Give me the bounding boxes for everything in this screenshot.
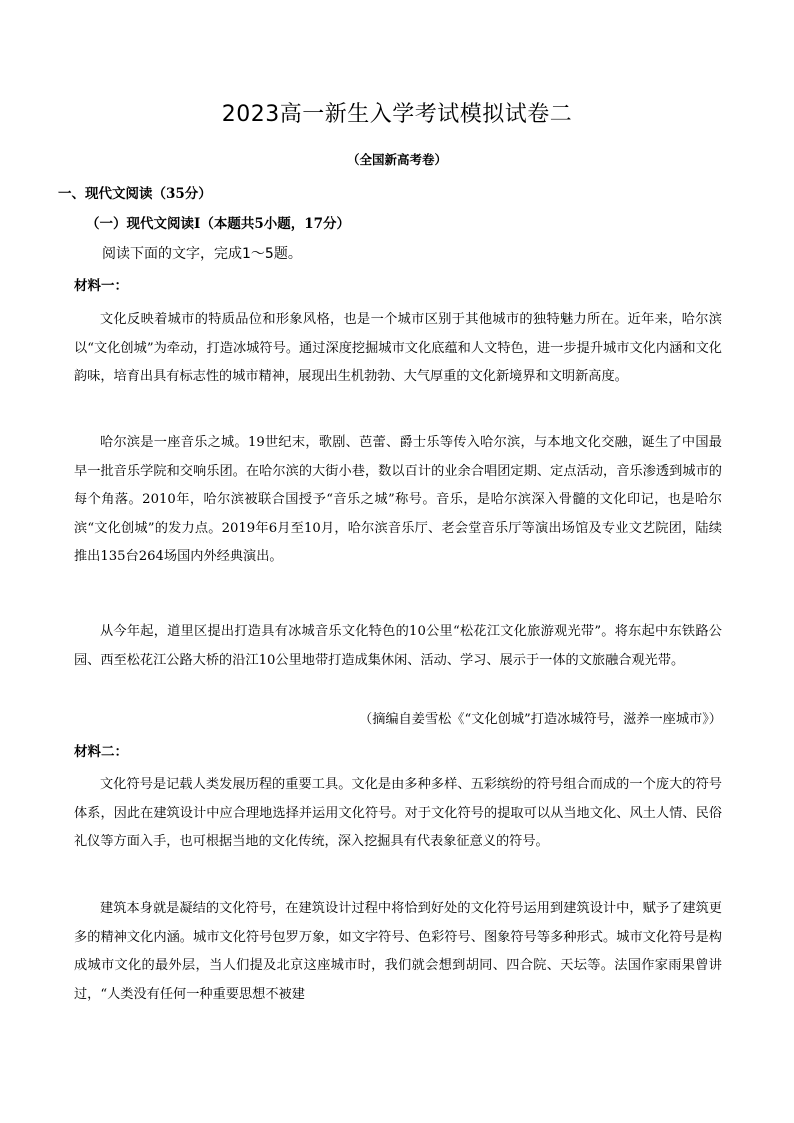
subsection-heading: （一）现代文阅读Ⅰ（本题共5小题，17分） <box>86 216 350 232</box>
material-two-paragraph: 文化符号是记载人类发展历程的重要工具。文化是由多种多样、五彩缤纷的符号组合而成的一个庞大的符号体系，因此在建筑设计中应合理地选择并运用文化符号。对于文化符号的提取可以从当地文化、风土人情、民俗礼仪等方面入手，也可根据当地的文化传统，深入挖掘具有代表象征意义的符号。 <box>74 777 722 850</box>
material-one-paragraph: 文化反映着城市的特质品位和形象风格，也是一个城市区别于其他城市的独特魅力所在。近年来，哈尔滨以“文化创城”为牵动，打造冰城符号。通过深度挖掘城市文化底蕴和人文特色，进一步提升城市文化内涵和文化韵味，培育出具有标志性的城市精神，展现出生机勃勃、大气厚重的文化新境界和文明新高度。 <box>74 312 722 385</box>
material-one-source: （摘编自姜雪松《“文化创城”打造冰城符号，滋养一座城市》） <box>359 712 722 727</box>
reading-instruction: 阅读下面的文字，完成1～5题。 <box>102 246 302 262</box>
material-two-label: 材料二： <box>74 744 128 760</box>
material-one-label: 材料一： <box>74 278 128 294</box>
material-one-paragraph: 哈尔滨是一座音乐之城。19世纪末，歌剧、芭蕾、爵士乐等传入哈尔滨，与本地文化交融，诞生了中国最早一批音乐学院和交响乐团。在哈尔滨的大街小巷，数以百计的业余合唱团定期、定点活动，音乐渗透到城市的每个角落。2010年，哈尔滨被联合国授予“音乐之城”称号。音乐，是哈尔滨深入骨髓的文化印记，也是哈尔滨“文化创城”的发力点。2019年6月至10月，哈尔滨音乐厅、老会堂音乐厅等演出场馆及专业文艺院团，陆续推出135台264场国内外经典演出。 <box>74 435 722 565</box>
material-one-paragraph: 从今年起，道里区提出打造具有冰城音乐文化特色的10公里“松花江文化旅游观光带”。将东起中东铁路公园、西至松花江公路大桥的沿江10公里地带打造成集休闲、活动、学习、展示于一体的文旅融合观光带。 <box>74 624 722 668</box>
section-heading: 一、现代文阅读（35分） <box>58 186 212 202</box>
page-title: 2023高一新生入学考试模拟试卷二 <box>221 102 573 127</box>
page-subtitle: （全国新高考卷） <box>346 152 447 167</box>
material-two-paragraph: 建筑本身就是凝结的文化符号，在建筑设计过程中将恰到好处的文化符号运用到建筑设计中，赋予了建筑更多的精神文化内涵。城市文化符号包罗万象，如文字符号、色彩符号、图象符号等多种形式。城市文化符号是构成城市文化的最外层，当人们提及北京这座城市时，我们就会想到胡同、四合院、天坛等。法国作家雨果曾讲过，“人类没有任何一种重要思想不被建 <box>74 901 722 1002</box>
